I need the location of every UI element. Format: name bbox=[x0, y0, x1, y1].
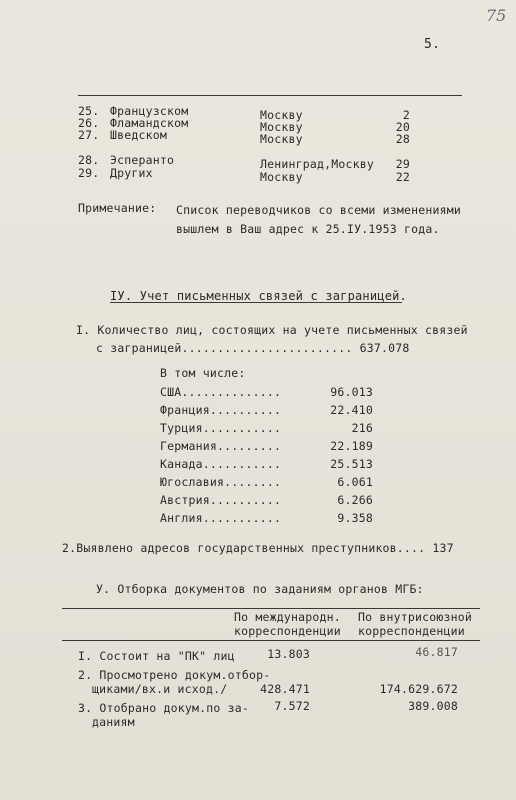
country-value: 9.358 bbox=[337, 511, 373, 525]
page-number: 5. bbox=[424, 37, 441, 52]
table-header-rule bbox=[62, 640, 480, 641]
list-item-num: 28. bbox=[78, 153, 100, 167]
country-name: Франция.......... bbox=[160, 403, 282, 417]
language-city: Москву bbox=[260, 170, 303, 184]
country-value: 96.013 bbox=[330, 385, 373, 399]
col-2-header-line-1: По внутрисоюзной bbox=[358, 610, 472, 624]
language-city: Ленинград,Москву bbox=[260, 157, 374, 171]
list-item-num: 25. bbox=[78, 104, 100, 118]
note-label: Примечание: bbox=[78, 201, 157, 215]
country-value: 22.189 bbox=[330, 439, 373, 453]
country-value: 22.410 bbox=[330, 403, 373, 417]
language-city: Москву bbox=[260, 120, 303, 134]
country-name: Австрия.......... bbox=[160, 493, 282, 507]
country-name: Германия......... bbox=[160, 439, 282, 453]
country-name: Англия........... bbox=[160, 511, 282, 525]
country-value: 25.513 bbox=[330, 457, 373, 471]
row-label-cont: щиками/вх.и исход./ bbox=[92, 682, 228, 696]
language-name: Шведском bbox=[110, 128, 167, 142]
country-name: Канада........... bbox=[160, 457, 282, 471]
section-5-title: У. Отборка документов по заданиям органов МГБ: bbox=[96, 582, 424, 596]
list-item-num: 26. bbox=[78, 116, 100, 130]
row-value-domestic: 389.008 bbox=[408, 699, 458, 713]
language-name: Фламандском bbox=[110, 116, 189, 130]
col-1-header-line-2: корреспонденции bbox=[234, 624, 341, 638]
section-4-underline bbox=[110, 302, 402, 303]
language-name: Других bbox=[110, 166, 153, 180]
item-1-line-2: с заграницей........................ 637.078 bbox=[96, 341, 410, 355]
language-count: 28 bbox=[395, 132, 410, 146]
language-name: Эсперанто bbox=[110, 153, 175, 167]
country-value: 216 bbox=[351, 421, 373, 435]
country-name: Югославия........ bbox=[160, 475, 282, 489]
row-value-intl: 428.471 bbox=[260, 682, 310, 696]
row-label: I. Состоит на "ПК" лиц bbox=[78, 649, 235, 663]
note-line-1: Список переводчиков со всеми изменениями bbox=[176, 203, 461, 217]
list-item-num: 29. bbox=[78, 166, 100, 180]
country-value: 6.061 bbox=[337, 475, 373, 489]
col-2-header-line-2: корреспонденции bbox=[358, 624, 465, 638]
language-name: Французском bbox=[110, 104, 189, 118]
row-value-intl: 7.572 bbox=[274, 699, 310, 713]
language-count: 20 bbox=[395, 120, 410, 134]
country-name: Турция........... bbox=[160, 421, 282, 435]
top-rule bbox=[78, 95, 462, 96]
row-label: 2. Просмотрено докум.отбор- bbox=[78, 668, 271, 682]
language-city: Москву bbox=[260, 132, 303, 146]
subtitle-in-total: В том числе: bbox=[160, 366, 246, 380]
country-name: США.............. bbox=[160, 385, 282, 399]
section-4-title: IУ. Учет письменных связей с заграницей. bbox=[110, 289, 407, 303]
list-item-num: 27. bbox=[78, 128, 100, 142]
row-value-domestic: 46.817 bbox=[415, 645, 458, 659]
note-line-2: вышлем в Ваш адрес к 25.IУ.1953 года. bbox=[176, 222, 440, 236]
country-value: 6.266 bbox=[337, 493, 373, 507]
language-count: 29 bbox=[395, 157, 410, 171]
item-1-line-1: I. Количество лиц, состоящих на учете письменных связей bbox=[76, 323, 468, 337]
row-label-cont: даниям bbox=[92, 715, 135, 729]
col-1-header-line-1: По международн. bbox=[234, 610, 341, 624]
language-count: 22 bbox=[395, 170, 410, 184]
row-value-intl: 13.803 bbox=[267, 647, 310, 661]
language-city: Москву bbox=[260, 108, 303, 122]
table-top-rule bbox=[62, 608, 480, 609]
row-label: 3. Отобрано докум.по за- bbox=[78, 701, 249, 715]
row-value-domestic: 174.629.672 bbox=[379, 682, 458, 696]
handwritten-folio: 75 bbox=[486, 6, 507, 25]
language-count: 2 bbox=[402, 108, 410, 122]
item-2-line: 2.Выявлено адресов государственных преступников.... 137 bbox=[62, 541, 454, 555]
